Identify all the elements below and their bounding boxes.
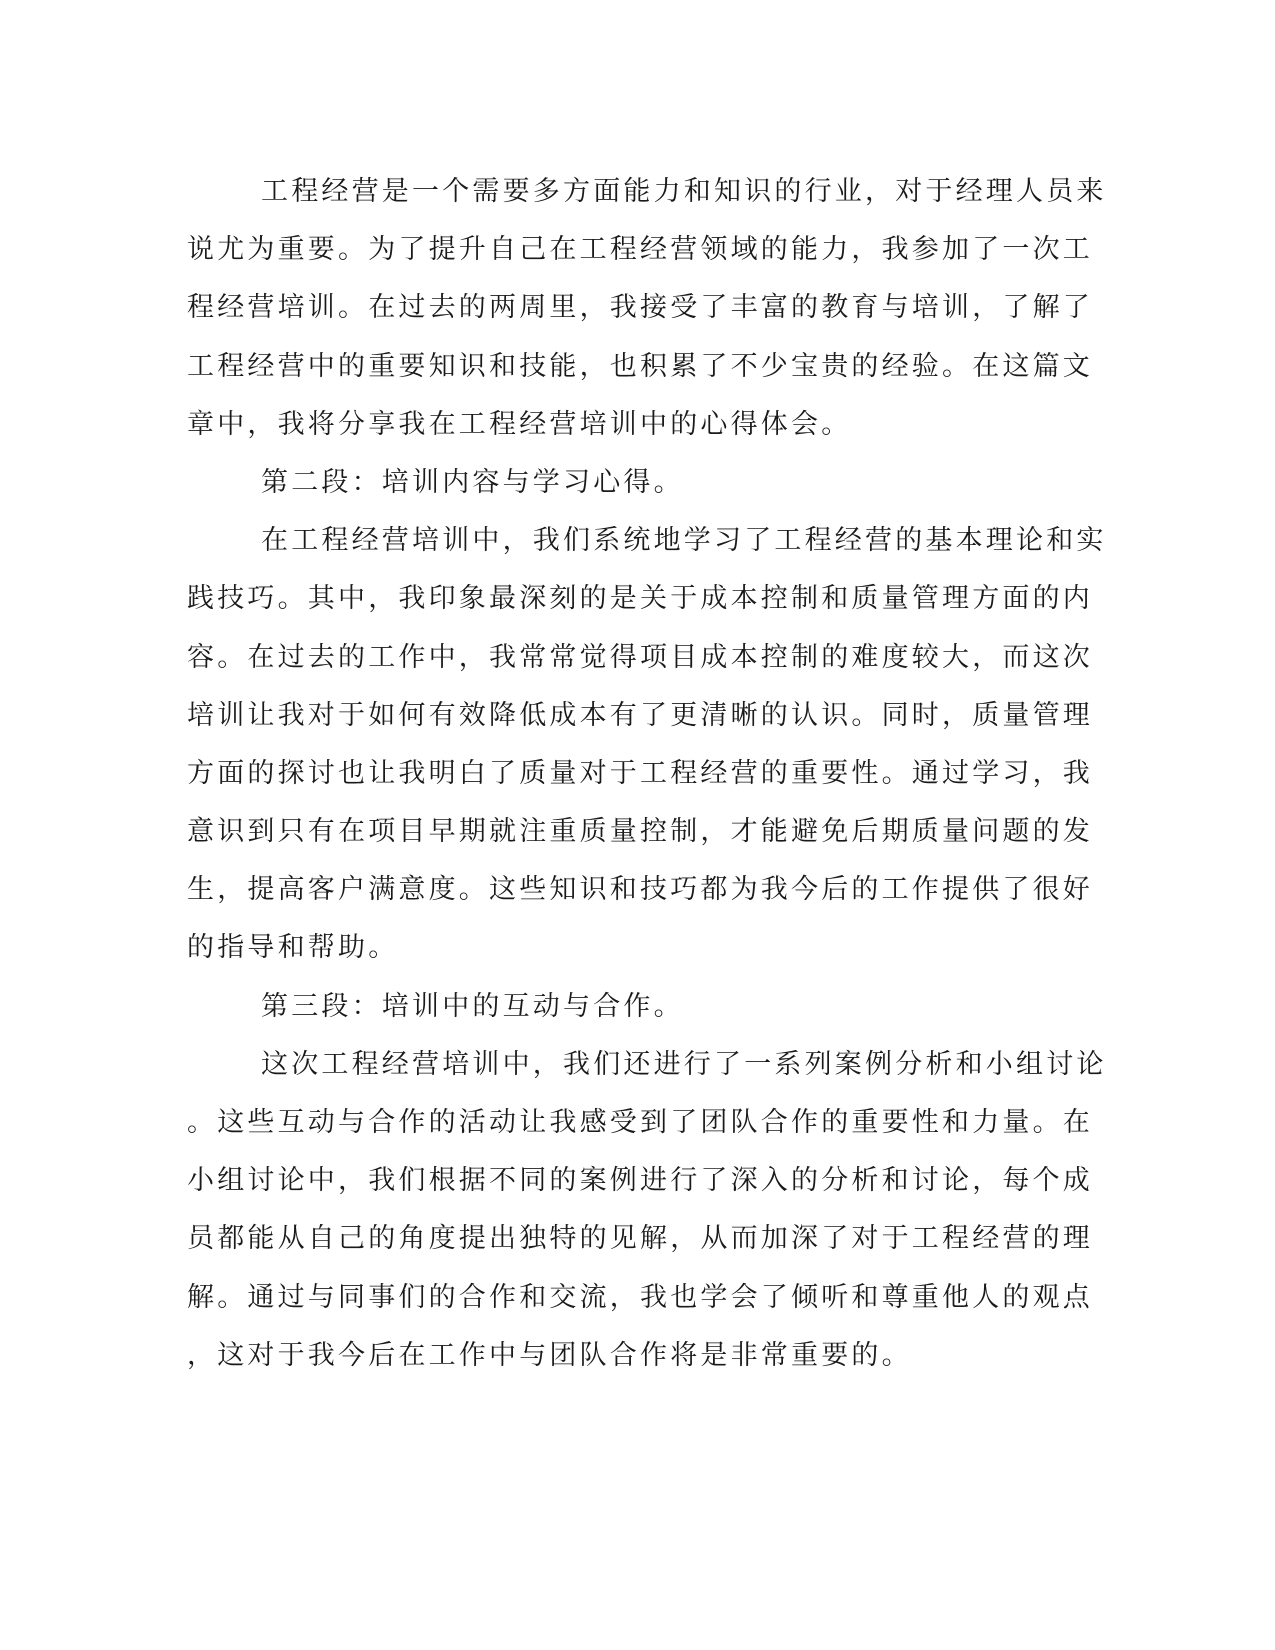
paragraph-line: 意识到只有在项目早期就注重质量控制，才能避免后期质量问题的发 [187, 816, 1093, 848]
paragraph-line: 。这些互动与合作的活动让我感受到了团队合作的重要性和力量。在 [187, 1107, 1093, 1138]
paragraph-line: ，这对于我今后在工作中与团队合作将是非常重要的。 [187, 1339, 912, 1371]
paragraph-line: 章中，我将分享我在工程经营培训中的心得体会。 [187, 408, 852, 440]
paragraph-line: 容。在过去的工作中，我常常觉得项目成本控制的难度较大，而这次 [187, 641, 1093, 673]
section-heading: 第三段：培训中的互动与合作。 [261, 990, 684, 1022]
paragraph-line: 说尤为重要。为了提升自己在工程经营领域的能力，我参加了一次工 [187, 234, 1093, 266]
paragraph-line: 生，提高客户满意度。这些知识和技巧都为我今后的工作提供了很好 [187, 874, 1093, 906]
paragraph-line: 程经营培训。在过去的两周里，我接受了丰富的教育与培训，了解了 [187, 292, 1093, 324]
section-heading: 第二段：培训内容与学习心得。 [261, 466, 684, 498]
paragraph-line: 员都能从自己的角度提出独特的见解，从而加深了对于工程经营的理 [187, 1223, 1093, 1255]
paragraph-line: 解。通过与同事们的合作和交流，我也学会了倾听和尊重他人的观点 [187, 1281, 1093, 1313]
paragraph-line: 培训让我对于如何有效降低成本有了更清晰的认识。同时，质量管理 [187, 699, 1093, 731]
paragraph-line: 工程经营中的重要知识和技能，也积累了不少宝贵的经验。在这篇文 [187, 350, 1093, 382]
paragraph-line: 践技巧。其中，我印象最深刻的是关于成本控制和质量管理方面的内 [187, 583, 1093, 615]
paragraph-line: 这次工程经营培训中，我们还进行了一系列案例分析和小组讨论 [261, 1048, 1107, 1080]
document-body [187, 163, 1107, 1385]
paragraph-line: 工程经营是一个需要多方面能力和知识的行业，对于经理人员来 [261, 176, 1107, 207]
paragraph-line: 在工程经营培训中，我们系统地学习了工程经营的基本理论和实 [261, 525, 1107, 557]
paragraph-line: 的指导和帮助。 [187, 932, 399, 964]
paragraph-line: 方面的探讨也让我明白了质量对于工程经营的重要性。通过学习，我 [187, 757, 1093, 789]
paragraph-line: 小组讨论中，我们根据不同的案例进行了深入的分析和讨论，每个成 [187, 1165, 1093, 1197]
